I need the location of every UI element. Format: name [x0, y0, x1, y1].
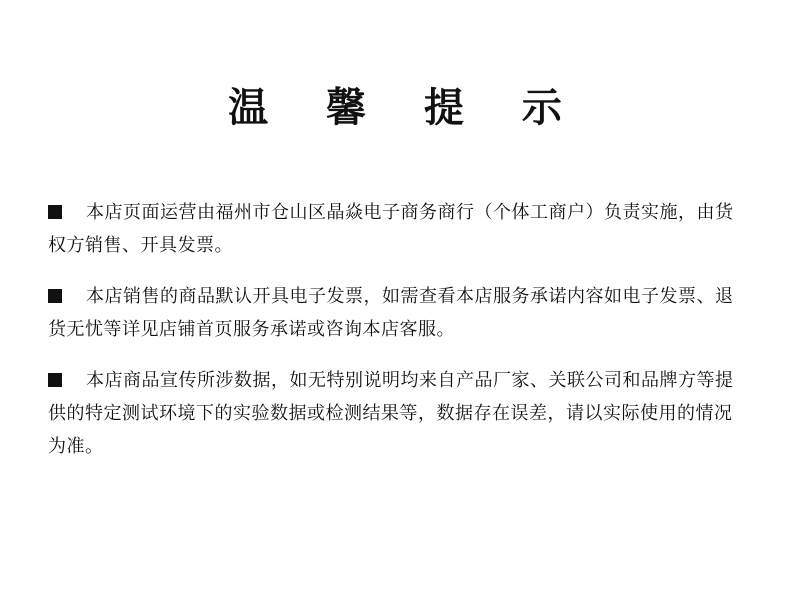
notice-item-2	[48, 280, 748, 346]
notice-text-2: 本店销售的商品默认开具电子发票，如需查看本店服务承诺内容如电子发票、退货无忧等详见店铺首页服务承诺或咨询本店客服。	[48, 286, 734, 340]
square-bullet-icon	[48, 289, 62, 303]
notice-text-3: 本店商品宣传所涉数据，如无特别说明均来自产品厂家、关联公司和品牌方等提供的特定测试环境下的实验数据或检测结果等，数据存在误差，请以实际使用的情况为准。	[48, 370, 734, 457]
square-bullet-icon	[48, 205, 62, 219]
square-bullet-icon	[48, 373, 62, 387]
notice-text-1: 本店页面运营由福州市仓山区晶焱电子商务商行（个体工商户）负责实施，由货权方销售、开具发票。	[48, 202, 734, 256]
notice-item-3	[48, 364, 748, 463]
notice-item-1	[48, 196, 748, 262]
page-title: 温 馨 提 示	[228, 85, 584, 131]
